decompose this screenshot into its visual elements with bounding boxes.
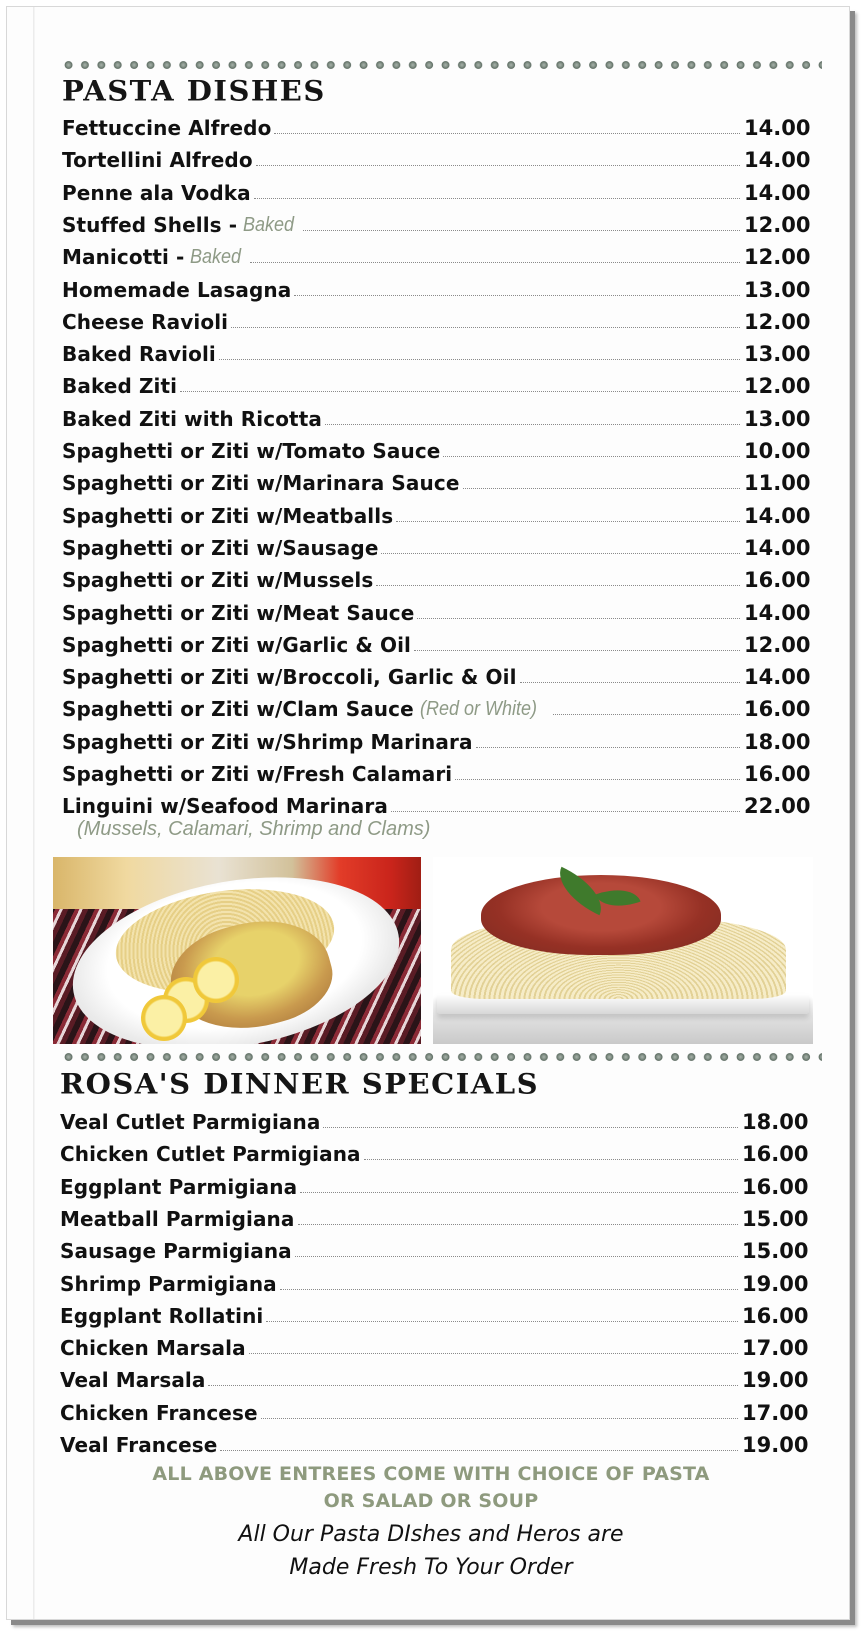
dotted-leader — [280, 1288, 738, 1290]
menu-item-price: 13.00 — [744, 406, 811, 431]
menu-item-name: Baked Ziti with Ricotta — [62, 406, 322, 431]
menu-item-name: Spaghetti or Ziti w/Broccoli, Garlic & Oil — [62, 665, 517, 690]
menu-item-price: 14.00 — [744, 116, 811, 140]
dotted-leader — [417, 617, 740, 619]
menu-item-name: Penne ala Vodka — [62, 180, 251, 205]
dot-divider-top — [62, 61, 822, 71]
menu-item-name: Spaghetti or Ziti w/Shrimp Marinara — [62, 729, 473, 754]
menu-item-row — [60, 1134, 808, 1166]
fresh-note-line-2: Made Fresh To Your Order — [289, 1555, 573, 1580]
menu-item-price: 15.00 — [742, 1239, 809, 1264]
menu-item-price: 16.00 — [742, 1174, 809, 1199]
dotted-leader — [476, 746, 740, 748]
menu-item-price: 16.00 — [744, 697, 811, 722]
menu-item-row — [62, 593, 810, 625]
menu-item-name: Sausage Parmigiana — [60, 1239, 292, 1264]
menu-item-name: Spaghetti or Ziti w/Mussels — [62, 568, 374, 593]
menu-item-price: 16.00 — [744, 568, 811, 593]
dot-divider-middle — [62, 1053, 822, 1063]
menu-item-name: Spaghetti or Ziti w/Garlic & Oil — [62, 632, 411, 657]
menu-item-row — [60, 1231, 808, 1263]
menu-item-row — [60, 1199, 808, 1231]
dotted-leader — [455, 778, 740, 780]
menu-item-row — [62, 528, 810, 560]
menu-item-row — [62, 625, 810, 657]
dotted-leader — [250, 261, 740, 263]
menu-item-name: Spaghetti or Ziti w/Fresh Calamari — [62, 762, 453, 786]
menu-item-price: 14.00 — [744, 665, 811, 690]
menu-item-row — [62, 560, 810, 592]
menu-item-name: Spaghetti or Ziti w/Marinara Sauce — [62, 471, 460, 496]
section-title-specials: ROSA'S DINNER SPECIALS — [60, 1068, 540, 1101]
dotted-leader — [180, 390, 740, 392]
dotted-leader — [219, 358, 740, 360]
menu-item-price: 14.00 — [744, 148, 811, 173]
dotted-leader — [303, 229, 740, 231]
menu-item-price: 12.00 — [744, 374, 811, 399]
section-title-pasta: PASTA DISHES — [62, 75, 326, 108]
menu-item-name: Veal Marsala — [60, 1368, 206, 1393]
dotted-leader — [231, 326, 740, 328]
dotted-leader — [443, 455, 740, 457]
dotted-leader — [274, 132, 740, 134]
dotted-leader — [266, 1320, 738, 1322]
menu-item-row — [60, 1393, 808, 1425]
menu-item-name: Manicotti - — [62, 245, 185, 270]
menu-item-name: Tortellini Alfredo — [62, 148, 253, 173]
dotted-leader — [414, 649, 740, 651]
menu-item-row — [62, 173, 810, 205]
menu-item-name: Eggplant Rollatini — [60, 1303, 264, 1328]
menu-item-price: 19.00 — [742, 1271, 809, 1296]
dotted-leader — [208, 1384, 738, 1386]
dotted-leader — [364, 1158, 738, 1160]
menu-item-price: 16.00 — [742, 1142, 809, 1167]
dotted-leader — [396, 520, 740, 522]
menu-item-row — [62, 689, 810, 721]
dotted-leader — [220, 1449, 738, 1451]
menu-item-row — [62, 399, 810, 431]
dotted-leader — [391, 810, 740, 812]
menu-item-name: Spaghetti or Ziti w/Meat Sauce — [62, 600, 415, 625]
dotted-leader — [298, 1223, 739, 1225]
menu-item-row — [62, 302, 810, 334]
menu-item-name: Veal Francese — [60, 1433, 218, 1457]
menu-item-name: Stuffed Shells - — [62, 212, 238, 237]
dotted-leader — [256, 164, 740, 166]
menu-item-price: 10.00 — [744, 439, 811, 463]
menu-item-row — [62, 366, 810, 398]
menu-item-price: 22.00 — [744, 794, 811, 819]
menu-item-price: 11.00 — [744, 471, 811, 496]
menu-item-price: 18.00 — [742, 1110, 809, 1134]
menu-item-price: 16.00 — [742, 1303, 809, 1328]
menu-item-row — [62, 334, 810, 366]
menu-item-row — [60, 1264, 808, 1296]
menu-item-price: 18.00 — [744, 729, 811, 754]
dotted-leader — [325, 423, 740, 425]
menu-item-row — [60, 1328, 808, 1360]
dotted-leader — [261, 1417, 738, 1419]
dotted-leader — [295, 1255, 738, 1257]
menu-item-row — [62, 754, 810, 786]
menu-item-price: 19.00 — [742, 1433, 809, 1457]
menu-item-row — [62, 786, 810, 818]
menu-item-price: 15.00 — [742, 1206, 809, 1231]
menu-item-row — [62, 237, 810, 269]
menu-item-row — [60, 1425, 808, 1457]
menu-item-name: Spaghetti or Ziti w/Tomato Sauce — [62, 439, 441, 463]
menu-item-name: Baked Ziti — [62, 374, 178, 399]
menu-item-name: Spaghetti or Ziti w/Meatballs — [62, 503, 394, 528]
menu-item-price: 14.00 — [744, 503, 811, 528]
menu-item-row — [60, 1296, 808, 1328]
dotted-leader — [381, 552, 740, 554]
menu-item-name: Eggplant Parmigiana — [60, 1174, 298, 1199]
menu-item-row — [60, 1360, 808, 1392]
dotted-leader — [254, 197, 740, 199]
menu-item-price: 14.00 — [744, 535, 811, 560]
menu-item-note: Baked — [190, 246, 242, 269]
menu-item-price: 16.00 — [744, 762, 811, 786]
menu-item-name: Meatball Parmigiana — [60, 1206, 295, 1231]
spaghetti-meat-sauce-photo — [433, 857, 813, 1044]
menu-item-name: Chicken Francese — [60, 1400, 258, 1425]
dotted-leader — [376, 584, 740, 586]
dotted-leader — [294, 294, 740, 296]
dotted-leader — [463, 487, 741, 489]
dotted-leader — [249, 1352, 738, 1354]
menu-item-price: 13.00 — [744, 342, 811, 367]
menu-item-row — [62, 496, 810, 528]
menu-item-row — [62, 270, 810, 302]
menu-item-price: 12.00 — [744, 309, 811, 334]
menu-item-row — [60, 1102, 808, 1134]
menu-item-price: 12.00 — [744, 245, 811, 270]
entree-note-line-2: OR SALAD OR SOUP — [323, 1490, 539, 1512]
seafood-note: (Mussels, Calamari, Shrimp and Clams) — [77, 818, 431, 840]
menu-item-name: Chicken Marsala — [60, 1336, 246, 1361]
menu-item-price: 14.00 — [744, 180, 811, 205]
menu-item-price: 17.00 — [742, 1400, 809, 1425]
menu-item-price: 19.00 — [742, 1368, 809, 1393]
menu-item-row — [62, 108, 810, 140]
menu-item-name: Linguini w/Seafood Marinara — [62, 794, 388, 819]
chicken-francese-photo — [53, 857, 421, 1044]
menu-item-row — [60, 1167, 808, 1199]
menu-item-price: 12.00 — [744, 212, 811, 237]
menu-item-name: Shrimp Parmigiana — [60, 1271, 277, 1296]
menu-item-name: Spaghetti or Ziti w/Sausage — [62, 535, 379, 560]
dotted-leader — [300, 1191, 738, 1193]
menu-item-row — [62, 205, 810, 237]
menu-item-row — [62, 140, 810, 172]
entree-note-line-1: ALL ABOVE ENTREES COME WITH CHOICE OF PASTA — [152, 1463, 710, 1485]
menu-item-name: Veal Cutlet Parmigiana — [60, 1110, 321, 1134]
menu-item-name: Chicken Cutlet Parmigiana — [60, 1142, 361, 1167]
menu-item-note: (Red or White) — [419, 698, 537, 721]
menu-item-price: 17.00 — [742, 1336, 809, 1361]
menu-item-row — [62, 463, 810, 495]
menu-item-price: 13.00 — [744, 277, 811, 302]
menu-item-price: 12.00 — [744, 632, 811, 657]
menu-item-price: 14.00 — [744, 600, 811, 625]
menu-item-row — [62, 722, 810, 754]
fresh-note-line-1: All Our Pasta DIshes and Heros are — [238, 1522, 624, 1547]
menu-item-name: Spaghetti or Ziti w/Clam Sauce — [62, 697, 414, 722]
menu-item-row — [62, 657, 810, 689]
menu-item-name: Homemade Lasagna — [62, 277, 292, 302]
dotted-leader — [553, 713, 740, 715]
dotted-leader — [520, 681, 740, 683]
menu-item-name: Cheese Ravioli — [62, 309, 229, 334]
menu-item-name: Baked Ravioli — [62, 342, 216, 367]
dotted-leader — [323, 1126, 738, 1128]
menu-item-name: Fettuccine Alfredo — [62, 116, 272, 140]
menu-item-row — [62, 431, 810, 463]
menu-item-note: Baked — [243, 213, 295, 236]
